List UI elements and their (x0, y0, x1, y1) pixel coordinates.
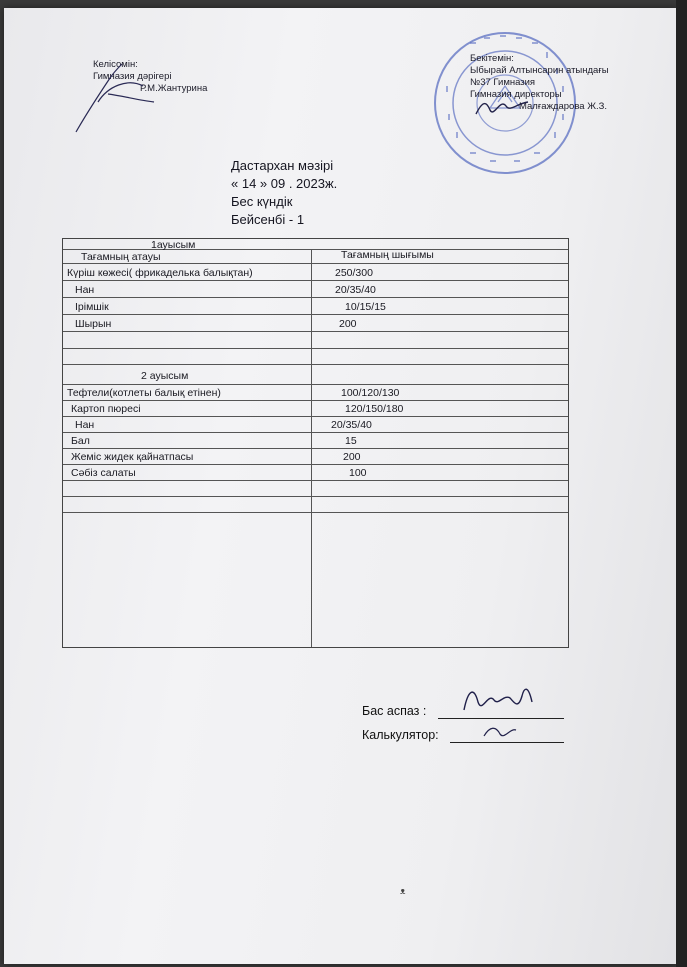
school-name-line2: №37 Гимназия (470, 77, 536, 88)
menu-date: « 14 » 09 . 2023ж. (231, 176, 338, 191)
page-mark: ᴥ (400, 886, 406, 896)
photo-edge (676, 0, 687, 967)
table-row: Шырын (75, 318, 112, 330)
calculator-signature-icon (480, 722, 520, 742)
menu-day: Бейсенбі - 1 (231, 212, 305, 227)
director-name: Малғаждарова Ж.З. (519, 101, 607, 112)
table-row-value: 200 (339, 318, 357, 330)
table-row-value: 200 (343, 451, 361, 463)
table-row-value: 20/35/40 (331, 419, 372, 431)
table-row: Бал (71, 435, 90, 447)
doctor-title: Гимназия дәрігері (93, 71, 172, 82)
table-row-value: 250/300 (335, 267, 373, 279)
col-header-yield: Тағамның шығымы (341, 249, 434, 261)
approved-label: Бекітемін: (470, 53, 514, 64)
table-row: Нан (75, 284, 95, 296)
calculator-label: Калькулятор: (362, 728, 439, 742)
table-row-value: 100 (349, 467, 367, 479)
school-name-line1: Ыбырай Алтынсарин атындағы (470, 65, 609, 76)
table-row-value: 100/120/130 (341, 387, 400, 399)
table-row-value: 10/15/15 (345, 301, 386, 313)
table-row-value: 120/150/180 (345, 403, 404, 415)
doctor-name: Р.М.Жантурина (140, 83, 208, 94)
col-header-dish: Тағамның атауы (81, 251, 161, 263)
table-row: Ірімшік (75, 301, 109, 313)
table-row: Жеміс жидек қайнатпасы (71, 451, 194, 463)
table-row: Тефтели(котлеты балық етінен) (67, 387, 221, 399)
head-cook-signature-icon (458, 680, 538, 722)
table-row-value: 15 (345, 435, 357, 447)
table-row: Картоп пюресі (71, 403, 141, 415)
agreed-label: Келісомін: (93, 59, 138, 70)
table-row: Сәбіз салаты (71, 467, 136, 479)
director-title: Гимназия директоры (470, 89, 562, 100)
shift-1-heading: 1ауысым (151, 239, 196, 251)
menu-table (62, 238, 569, 648)
table-row: Күріш көжесі( фрикаделька балықтан) (67, 267, 253, 279)
menu-title: Дастархан мәзірі (231, 158, 334, 173)
table-row: Нан (75, 419, 95, 431)
menu-period: Бес күндік (231, 194, 293, 209)
director-signature-icon (472, 92, 532, 122)
document-page (4, 8, 676, 964)
doctor-signature-icon (68, 56, 158, 138)
shift-2-heading: 2 ауысым (141, 370, 189, 382)
head-cook-label: Бас аспаз : (362, 704, 427, 718)
table-row-value: 20/35/40 (335, 284, 376, 296)
